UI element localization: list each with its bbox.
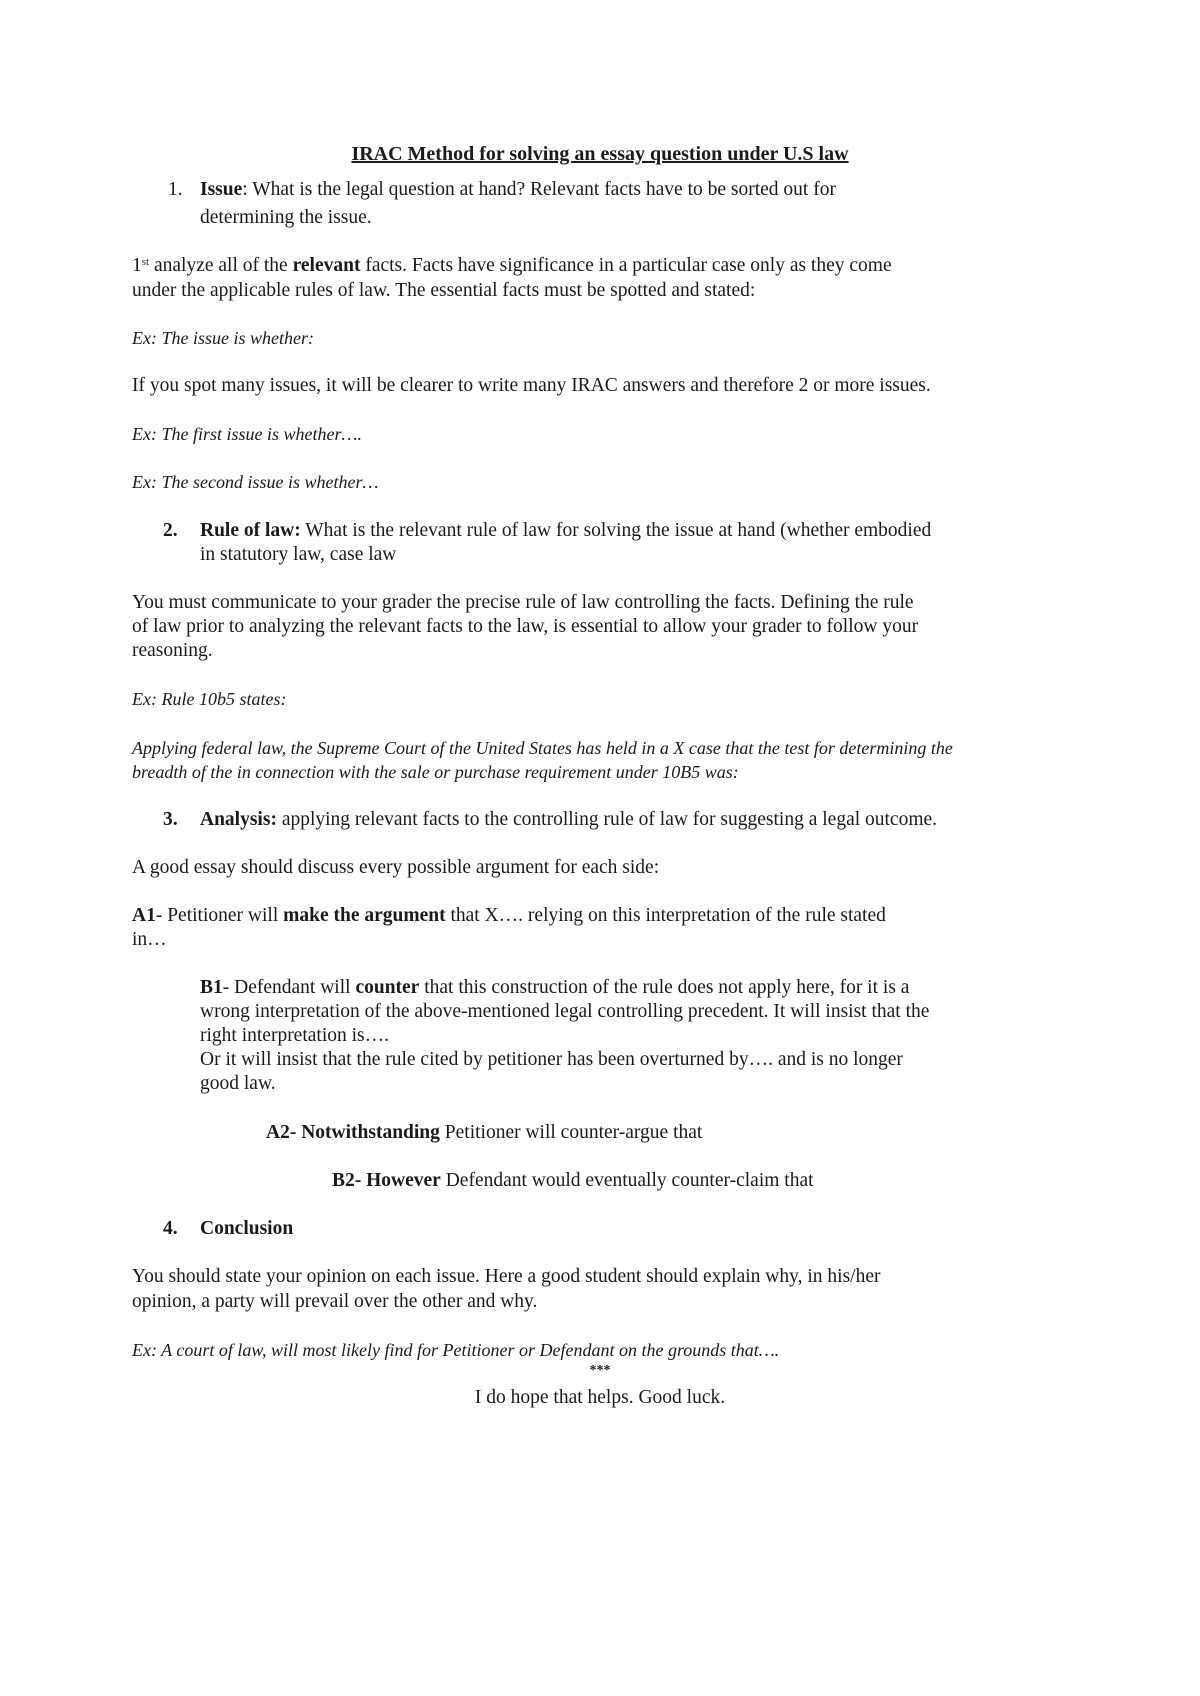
b1-line-5: good law.: [200, 1073, 276, 1094]
a2-line: [266, 1120, 702, 1146]
a1-bold: make the argument: [283, 905, 446, 926]
facts-text-a: analyze all of the: [149, 255, 293, 276]
example-second-issue: Ex: The second issue is whether…: [132, 472, 379, 492]
issue-number: 1.: [168, 179, 183, 200]
a1-line-1: [132, 903, 886, 929]
analysis-line: [200, 807, 937, 833]
rule-text-1: What is the relevant rule of law for solving the issue at hand (whether embodied: [300, 520, 932, 541]
rule-line-1: [200, 518, 931, 544]
a1-line-2: in…: [132, 929, 167, 950]
rule-line-2: in statutory law, case law: [200, 544, 397, 565]
rule-para-line-2: of law prior to analyzing the relevant facts to the law, is essential to allow your grader to follow your: [132, 616, 919, 637]
example-first-issue: Ex: The first issue is whether….: [132, 424, 362, 444]
example-rule: Ex: Rule 10b5 states:: [132, 689, 287, 709]
example-court: Ex: A court of law, will most likely find for Petitioner or Defendant on the grounds that….: [132, 1340, 780, 1360]
conclusion-para-line-1: You should state your opinion on each issue. Here a good student should explain why, in his/her: [132, 1266, 881, 1287]
facts-line-2: under the applicable rules of law. The essential facts must be spotted and stated:: [132, 280, 756, 301]
good-essay-text: A good essay should discuss every possible argument for each side:: [132, 857, 660, 878]
rule-label: Rule of law:: [200, 520, 301, 541]
document-title: IRAC Method for solving an essay question under U.S law: [351, 143, 849, 165]
analysis-label: Analysis:: [200, 809, 277, 830]
facts-line-1: [132, 253, 892, 279]
a1-text-a: - Petitioner will: [155, 905, 284, 926]
analysis-number: 3.: [163, 809, 178, 830]
b2-line: [332, 1168, 814, 1194]
conclusion-label: Conclusion: [200, 1218, 294, 1239]
a1-text-b: that X…. relying on this interpretation of the rule stated: [445, 905, 886, 926]
facts-ordinal-num: 1: [132, 255, 142, 276]
issue-line-2: determining the issue.: [200, 207, 372, 228]
facts-ordinal-sup: st: [141, 256, 150, 268]
separator-stars: ***: [589, 1363, 611, 1378]
b2-bold: B2- However: [332, 1170, 441, 1191]
example-applying-line-1: Applying federal law, the Supreme Court of the United States has held in a X case that the test for determining the: [132, 738, 953, 758]
b1-bold: counter: [355, 977, 420, 998]
b1-text-a: - Defendant will: [222, 977, 356, 998]
issue-text-1: : What is the legal question at hand? Relevant facts have to be sorted out for: [242, 179, 836, 200]
issue-label: Issue: [200, 179, 243, 200]
facts-bold-relevant: relevant: [292, 255, 361, 276]
b1-text-b: that this construction of the rule does not apply here, for it is a: [419, 977, 910, 998]
b1-line-3: right interpretation is….: [200, 1025, 390, 1046]
issue-line-1: [200, 177, 836, 203]
rule-para-line-3: reasoning.: [132, 640, 213, 661]
example-issue: Ex: The issue is whether:: [132, 328, 314, 348]
b2-text: Defendant would eventually counter-claim that: [440, 1170, 814, 1191]
a2-text: Petitioner will counter-argue that: [439, 1122, 703, 1143]
example-applying-line-2: breadth of the in connection with the sale or purchase requirement under 10B5 was:: [132, 762, 739, 782]
rule-number: 2.: [163, 520, 178, 541]
many-issues-text: If you spot many issues, it will be clearer to write many IRAC answers and therefore 2 or more issues.: [132, 375, 931, 396]
facts-text-b: facts. Facts have significance in a particular case only as they come: [360, 255, 892, 276]
b1-line-1: [200, 975, 909, 1001]
rule-para-line-1: You must communicate to your grader the precise rule of law controlling the facts. Defining the rule: [132, 592, 914, 613]
closing-text: I do hope that helps. Good luck.: [474, 1387, 726, 1408]
b1-line-2: wrong interpretation of the above-mentioned legal controlling precedent. It will insist that the: [200, 1001, 930, 1022]
a2-bold: A2- Notwithstanding: [266, 1122, 440, 1143]
a1-label: A1: [132, 905, 156, 926]
conclusion-para-line-2: opinion, a party will prevail over the other and why.: [132, 1291, 538, 1312]
b1-label: B1: [200, 977, 223, 998]
analysis-text: applying relevant facts to the controlling rule of law for suggesting a legal outcome.: [276, 809, 938, 830]
b1-line-4: Or it will insist that the rule cited by petitioner has been overturned by…. and is no longer: [200, 1049, 903, 1070]
conclusion-number: 4.: [163, 1218, 178, 1239]
